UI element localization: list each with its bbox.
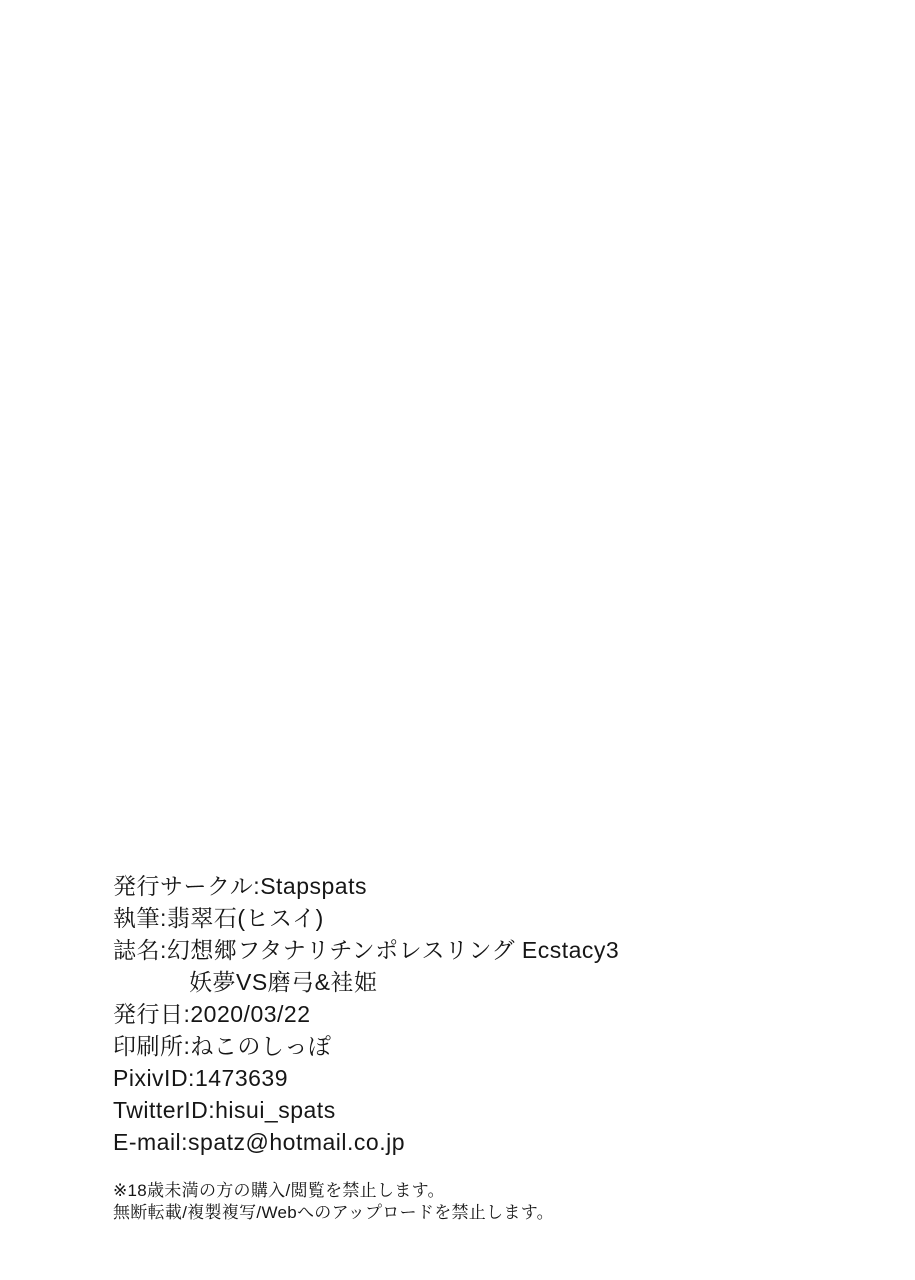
publication-date-line: 発行日:2020/03/22 (113, 1001, 311, 1027)
pixiv-id-line: PixivID:1473639 (113, 1065, 288, 1091)
colophon-block (113, 870, 619, 1158)
twitter-id-line: TwitterID:hisui_spats (113, 1097, 336, 1123)
title-line: 誌名:幻想郷フタナリチンポレスリング Ecstacy3 (113, 937, 620, 963)
title-subtitle-line: 妖夢VS磨弓&袿姫 (189, 969, 378, 995)
circle-line: 発行サークル:Stapspats (113, 873, 367, 899)
printer-line: 印刷所:ねこのしっぽ (113, 1033, 332, 1059)
reproduction-prohibition-notice: 無断転載/複製複写/Webへのアップロードを禁止します。 (113, 1203, 554, 1222)
age-restriction-notice: ※18歳未満の方の購入/閲覧を禁止します。 (113, 1181, 445, 1200)
author-line: 執筆:翡翠石(ヒスイ) (113, 905, 324, 931)
notices-block (113, 1180, 554, 1224)
email-line: E-mail:spatz@hotmail.co.jp (113, 1129, 405, 1155)
